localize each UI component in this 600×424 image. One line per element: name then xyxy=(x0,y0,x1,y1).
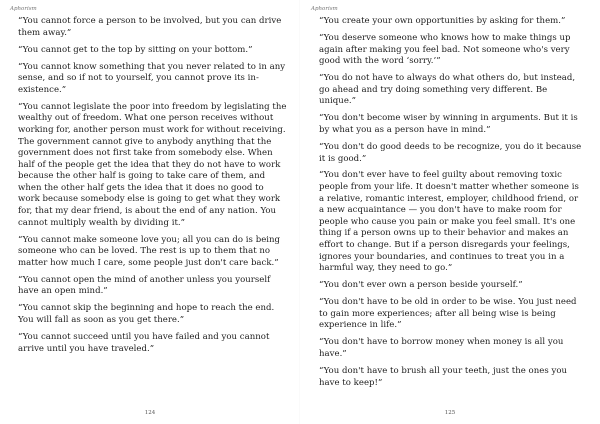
quote: “You cannot know something that you never related to in any sense, and so if not to yourself, you cannot prove its in-existence.” xyxy=(18,61,286,95)
quote: “You don't have to be old in order to be wise. You just need to gain more experiences; after all being wise is being experience in life.” xyxy=(319,297,577,331)
quote: “You don't ever own a person beside yourself.” xyxy=(319,280,523,291)
page-number: 125 xyxy=(444,410,456,416)
quote: “You deserve someone who knows how to make things up again after making you feel bad. Not someone who's very good with the word ‘sorry.’” xyxy=(319,32,571,67)
quote: “You don't have to brush all your teeth, just the ones you have to keep!” xyxy=(319,365,568,388)
quote: “You cannot force a person to be involved, but you can drive them away.” xyxy=(18,16,282,38)
quote: “You cannot open the mind of another unless you yourself have an open mind.” xyxy=(18,274,271,297)
quote: “You don't ever have to feel guilty about removing toxic people from your life. It doesn't matter whether someone is a relative, romantic interest, employer, childhood friend, or a new acquaintance — you don't have to make room for people who cause you pain or make you feel small. It's one thing if a person owns up to their behavior and makes an effort to change. But if a person disregards your feelings, ignores your boundaries, and continues to treat you in a harmful way, they need to go.” xyxy=(319,170,579,274)
quote: “You cannot skip the beginning and hope to reach the end. You will fall as soon as you get there.” xyxy=(18,303,275,325)
quote: “You don't do good deeds to be recognize, you do it because it is good.” xyxy=(319,141,582,164)
page-number: 124 xyxy=(144,410,156,416)
quote: “You do not have to always do what others do, but instead, go ahead and try doing something very different. Be unique.” xyxy=(319,73,576,107)
quote: “You cannot succeed until you have failed and you cannot arrive until you have traveled.” xyxy=(18,331,270,354)
right-page xyxy=(300,0,600,424)
quote: “You cannot legislate the poor into freedom by legislating the wealthy out of freedom. What one person receives without working for, another person must work for without receiving. The government cannot give to anybody anything that the government does not first take from somebody else. When half of the people get the idea that they do not have to work because the other half is going to take care of them, and when the other half gets the idea that it does no good to work because somebody else is going to get what they work for, that my dear friend, is about the end of any nation. You cannot multiply wealth by dividing it.” xyxy=(18,101,287,228)
quote: “You don't have to borrow money when money is all you have.” xyxy=(319,337,564,359)
quote: “You create your own opportunities by asking for them.” xyxy=(319,16,566,26)
quote: “You cannot make someone love you; all you can do is being someone who can be loved. The rest is up to them that no matter how much I care, some people just don't care back.” xyxy=(18,234,281,268)
running-head: Aphorism xyxy=(311,6,338,12)
quote: “You don't become wiser by winning in arguments. But it is by what you as a person have in mind.” xyxy=(319,113,578,135)
quote: “You cannot get to the top by sitting on your bottom.” xyxy=(18,44,253,55)
running-head: Aphorism xyxy=(10,6,37,12)
